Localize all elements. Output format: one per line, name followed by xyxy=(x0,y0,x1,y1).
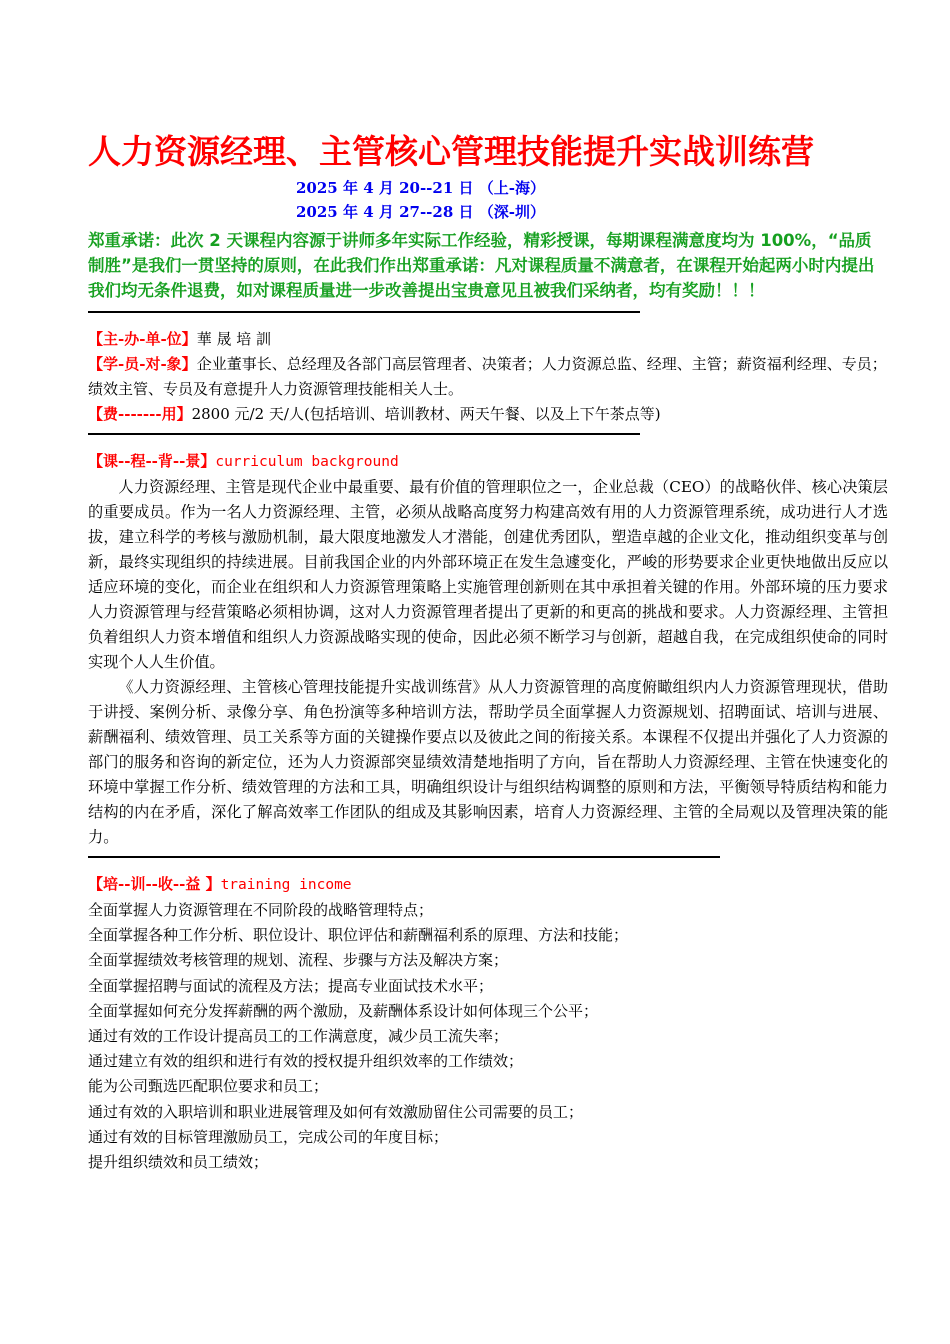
background-paragraph-2: 《人力资源经理、主管核心管理技能提升实战训练营》从人力资源管理的高度俯瞰组织内人力资源管理现状，借助于讲授、案例分析、录像分享、角色扮演等多种培训方法，帮助学员全面掌握人力资源规划、招聘面试、培训与进展、薪酬福利、绩效管理、员工关系等方面的关键操作要点以及彼此之间的衔接关系。本课程不仅提出并强化了人力资源的部门的服务和咨询的新定位，还为人力资源部突显绩效清楚地指明了方向，旨在帮助人力资源经理、主管在快速变化的环境中掌握工作分析、绩效管理的方法和工具，明确组织设计与组织结构调整的原则和方法，平衡领导特质结构和能力结构的内在矛盾，深化了解高效率工作团队的组成及其影响因素，培育人力资源经理、主管的全局观以及管理决策的能力。 xyxy=(88,678,888,846)
list-item: 提升组织绩效和员工绩效； xyxy=(88,1153,269,1172)
fee-value: 2800 元/2 天/人(包括培训、培训教材、两天午餐、以及上下午茶点等) xyxy=(191,405,661,423)
page-title: 人力资源经理、主管核心管理技能提升实战训练营 xyxy=(88,132,814,171)
list-item: 全面掌握各种工作分析、职位设计、职位评估和薪酬福利系的原理、方法和技能； xyxy=(88,926,629,945)
income-label: 【培--训--收--益 】 xyxy=(88,875,221,893)
income-list xyxy=(88,898,888,1175)
fee-row xyxy=(88,402,888,427)
background-heading xyxy=(88,449,888,475)
list-item: 通过建立有效的组织和进行有效的授权提升组织效率的工作绩效； xyxy=(88,1052,524,1071)
list-item: 能为公司甄选匹配职位要求和员工； xyxy=(88,1077,329,1096)
list-item: 全面掌握人力资源管理在不同阶段的战略管理特点； xyxy=(88,901,434,919)
organizer-value: 華 晟 培 訓 xyxy=(196,330,271,348)
divider xyxy=(88,856,720,858)
background-label: 【课--程--背--景】 xyxy=(88,452,216,470)
background-paragraph-1: 人力资源经理、主管是现代企业中最重要、最有价值的管理职位之一，企业总裁（CEO）的战略伙伴、核心决策层的重要成员。作为一名人力资源经理、主管，必须从战略高度努力构建高效有用的人力资源管理系统，成功进行人才选拔，建立科学的考核与激励机制，最大限度地激发人才潜能，创建优秀团队，塑造卓越的企业文化，推动组织变革与创新，最终实现组织的持续进展。目前我国企业的内外部环境正在发生急遽变化，严峻的形势要求企业更快地做出反应以适应环境的变化，而企业在组织和人力资源管理策略上实施管理创新则在其中承担着关键的作用。外部环境的压力要求人力资源管理与经营策略必须相协调，这对人力资源管理者提出了更新的和更高的挑战和要求。人力资源经理、主管担负着组织人力资本增值和组织人力资源战略实现的使命，因此必须不断学习与创新，超越自我，在完成组织使命的同时实现个人人生价值。 xyxy=(88,478,888,671)
date-shenzhen: 2025 年 4 月 27--28 日 （深-圳） xyxy=(296,203,545,221)
fee-label: 【费-------用】 xyxy=(88,405,192,423)
document-page xyxy=(88,130,888,1175)
date-block xyxy=(296,176,888,224)
list-item: 全面掌握如何充分发挥薪酬的两个激励，及薪酬体系设计如何体现三个公平； xyxy=(88,1001,599,1020)
list-item: 通过有效的入职培训和职业进展管理及如何有效激励留住公司需要的员工； xyxy=(88,1102,584,1121)
promise-text: 郑重承诺：此次 2 天课程内容源于讲师多年实际工作经验，精彩授课，每期课程满意度均为 100%，“品质制胜”是我们一贯坚持的原则，在此我们作出郑重承诺：凡对课程质量不满意者，在课程开始起两小时内提出我们均无条件退费，如对课程质量进一步改善提出宝贵意见且被我们采纳者，均有奖励！！！ xyxy=(88,231,875,300)
list-item: 全面掌握招聘与面试的流程及方法；提高专业面试技术水平； xyxy=(88,976,494,995)
audience-value: 企业董事长、总经理及各部门高层管理者、决策者；人力资源总监、经理、主管；薪资福利经理、专员；绩效主管、专员及有意提升人力资源管理技能相关人士。 xyxy=(88,355,887,398)
list-item: 通过有效的工作设计提高员工的工作满意度，减少员工流失率； xyxy=(88,1027,509,1046)
audience-label: 【学-员-对-象】 xyxy=(88,355,197,373)
background-label-en: curriculum background xyxy=(215,454,399,470)
list-item: 通过有效的目标管理激励员工，完成公司的年度目标； xyxy=(88,1127,449,1146)
list-item: 全面掌握绩效考核管理的规划、流程、步骤与方法及解决方案； xyxy=(88,951,509,970)
divider xyxy=(88,311,640,313)
date-shanghai: 2025 年 4 月 20--21 日 （上-海） xyxy=(296,179,545,197)
divider xyxy=(88,433,640,435)
info-block xyxy=(88,327,888,427)
organizer-label: 【主-办-单-位】 xyxy=(88,330,197,348)
income-label-en: training income xyxy=(220,877,352,893)
income-heading xyxy=(88,872,888,898)
organizer-row xyxy=(88,327,888,352)
audience-row xyxy=(88,352,888,402)
